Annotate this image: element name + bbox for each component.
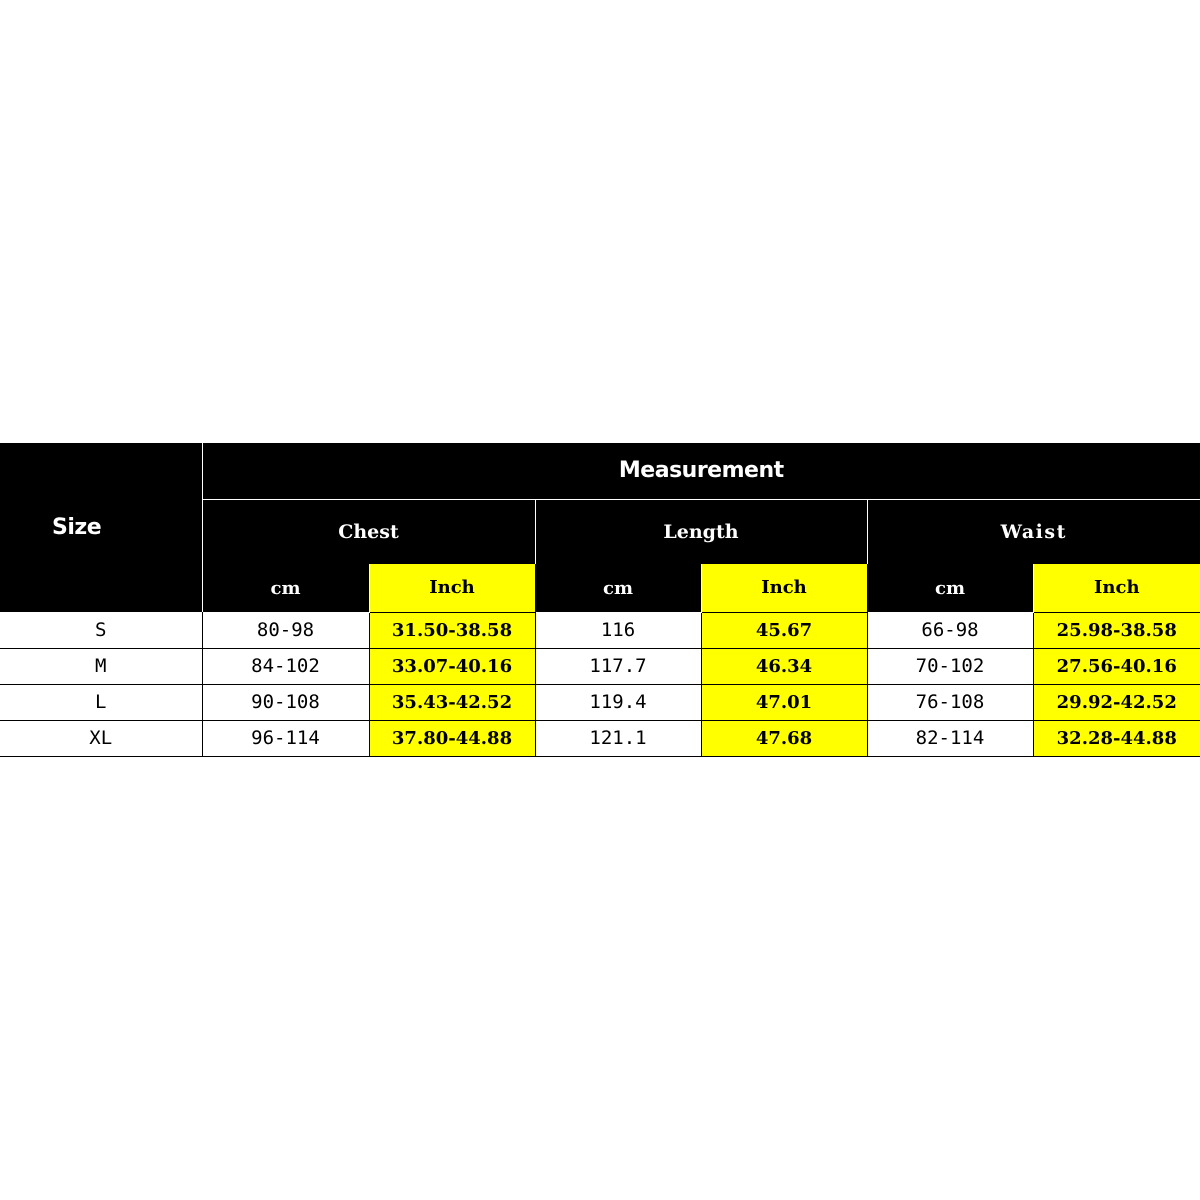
waist-cm-cell: 76-108 [867,684,1033,720]
size-cell: M [0,648,202,684]
chest-cm-header: cm [202,564,369,612]
length-cm-cell: 119.4 [535,684,701,720]
size-chart-table [0,443,1200,757]
table-row [0,684,1200,720]
length-inch-cell: 47.68 [701,720,867,756]
waist-cm-cell: 70-102 [867,648,1033,684]
waist-inch-header: Inch [1033,564,1200,612]
chest-cm-cell: 80-98 [202,612,369,648]
size-cell: L [0,684,202,720]
length-inch-cell: 47.01 [701,684,867,720]
table-row [0,720,1200,756]
waist-inch-cell: 27.56-40.16 [1033,648,1200,684]
waist-inch-cell: 32.28-44.88 [1033,720,1200,756]
length-inch-header: Inch [701,564,867,612]
chest-header: Chest [202,499,535,564]
table-row [0,612,1200,648]
measurement-header: Measurement [202,443,1200,499]
size-header: Size [0,443,202,612]
chest-cm-cell: 90-108 [202,684,369,720]
waist-header: Waist [867,499,1200,564]
size-cell: S [0,612,202,648]
length-cm-cell: 117.7 [535,648,701,684]
length-cm-header: cm [535,564,701,612]
chest-cm-cell: 96-114 [202,720,369,756]
length-inch-cell: 46.34 [701,648,867,684]
waist-cm-cell: 82-114 [867,720,1033,756]
table-row [0,648,1200,684]
length-cm-cell: 116 [535,612,701,648]
size-cell: XL [0,720,202,756]
chest-inch-cell: 33.07-40.16 [369,648,535,684]
chest-inch-cell: 35.43-42.52 [369,684,535,720]
waist-cm-header: cm [867,564,1033,612]
chest-inch-cell: 31.50-38.58 [369,612,535,648]
chest-inch-cell: 37.80-44.88 [369,720,535,756]
waist-cm-cell: 66-98 [867,612,1033,648]
length-header: Length [535,499,867,564]
chest-cm-cell: 84-102 [202,648,369,684]
waist-inch-cell: 29.92-42.52 [1033,684,1200,720]
chest-inch-header: Inch [369,564,535,612]
length-inch-cell: 45.67 [701,612,867,648]
length-cm-cell: 121.1 [535,720,701,756]
waist-inch-cell: 25.98-38.58 [1033,612,1200,648]
